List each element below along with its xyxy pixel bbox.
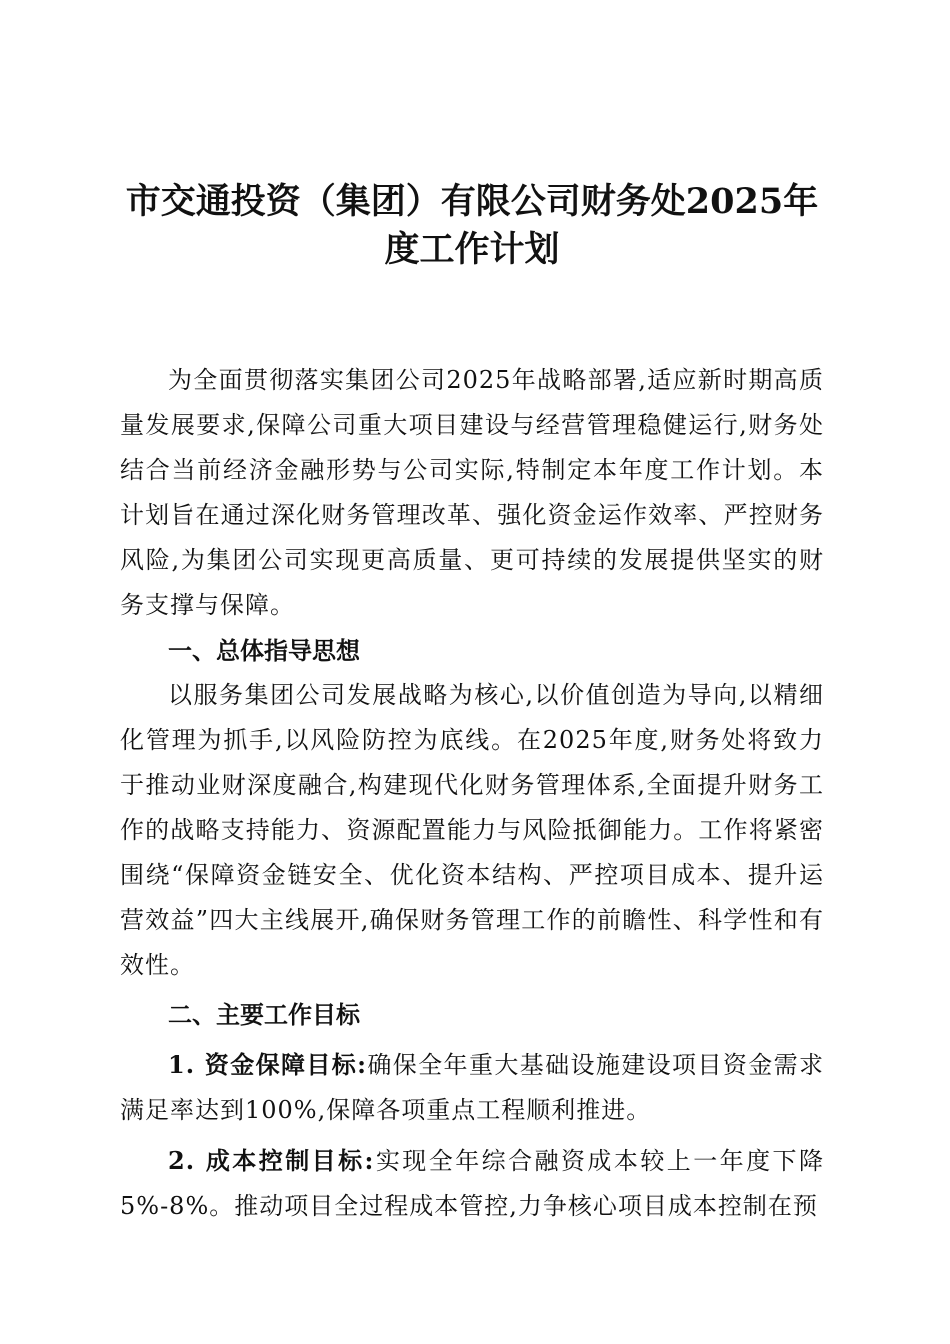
title-line-1: 市交通投资（集团）有限公司财务处2025年 xyxy=(125,181,819,222)
intro-paragraph: 为全面贯彻落实集团公司2025年战略部署,适应新时期高质量发展要求,保障公司重大项目建设与经营管理稳健运行,财务处结合当前经济金融形势与公司实际,特制定本年度工作计划。本计划旨在通过深化财务管理改革、强化资金运作效率、严控财务风险,为集团公司实现更高质量、更可持续的发展提供坚实的财务支撑与保障。 xyxy=(120,366,824,619)
guiding-ideology-paragraph: 以服务集团公司发展战略为核心,以价值创造为导向,以精细化管理为抓手,以风险防控为底线。在2025年度,财务处将致力于推动业财深度融合,构建现代化财务管理体系,全面提升财务工作的战略支持能力、资源配置能力与风险抵御能力。工作将紧密围绕“保障资金链安全、优化资本结构、严控项目成本、提升运营效益”四大主线展开,确保财务管理工作的前瞻性、科学性和有效性。 xyxy=(120,681,824,979)
title-line-2: 度工作计划 xyxy=(384,229,560,270)
goal-item xyxy=(120,1138,824,1229)
section-heading-main-goals: 二、主要工作目标 xyxy=(168,1000,360,1029)
goal-label: 1. 资金保障目标: xyxy=(168,1050,367,1079)
section-heading-guiding-ideology: 一、总体指导思想 xyxy=(168,636,360,665)
goal-item xyxy=(120,1042,824,1133)
document-title xyxy=(120,178,824,274)
document-body xyxy=(120,358,824,1229)
goal-text: 实现全年综合融资成本较上一年度下降5%-8%。推动项目全过程成本管控,力争核心项目成本控制在预 xyxy=(120,1147,824,1220)
goal-text: 确保全年重大基础设施建设项目资金需求满足率达到100%,保障各项重点工程顺利推进。 xyxy=(120,1051,824,1124)
goal-label: 2. 成本控制目标: xyxy=(168,1146,375,1175)
document-page xyxy=(120,178,824,1229)
